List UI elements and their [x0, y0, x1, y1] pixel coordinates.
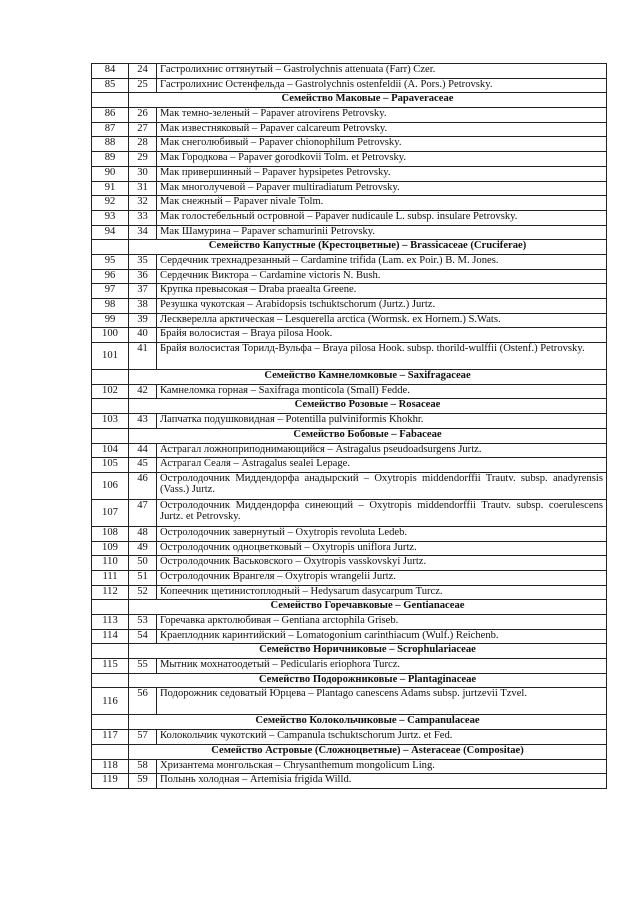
species-name: Остролодочник Васьковского – Oxytropis vasskovskyi Jurtz.	[157, 556, 607, 571]
family-index: 27	[129, 122, 157, 137]
row-number: 107	[92, 499, 129, 526]
species-row	[92, 688, 607, 715]
row-number: 102	[92, 384, 129, 399]
species-row	[92, 730, 607, 745]
row-number: 84	[92, 64, 129, 79]
family-row	[92, 715, 607, 730]
row-number: 98	[92, 299, 129, 314]
species-row	[92, 526, 607, 541]
species-row	[92, 443, 607, 458]
species-row	[92, 122, 607, 137]
species-table-body	[92, 64, 607, 789]
row-number: 99	[92, 313, 129, 328]
row-number: 112	[92, 585, 129, 600]
row-number: 96	[92, 269, 129, 284]
row-number: 114	[92, 629, 129, 644]
family-index: 43	[129, 414, 157, 429]
empty-cell	[92, 673, 129, 688]
row-number: 92	[92, 196, 129, 211]
family-row	[92, 370, 607, 385]
family-row	[92, 744, 607, 759]
family-index: 30	[129, 166, 157, 181]
species-name: Брайя волосистая Торилд-Вульфа – Braya pilosa Hook. subsp. thorild-wulffii (Ostenf.) Petrovsky.	[157, 343, 607, 370]
species-row	[92, 615, 607, 630]
family-index: 31	[129, 181, 157, 196]
species-row	[92, 64, 607, 79]
species-row	[92, 166, 607, 181]
species-name: Мытник мохнатоодетый – Pedicularis eriophora Turcz.	[157, 659, 607, 674]
species-row	[92, 585, 607, 600]
family-index: 49	[129, 541, 157, 556]
family-row	[92, 673, 607, 688]
row-number: 104	[92, 443, 129, 458]
family-index: 37	[129, 284, 157, 299]
species-row	[92, 254, 607, 269]
species-row	[92, 774, 607, 789]
family-index: 52	[129, 585, 157, 600]
empty-cell	[92, 644, 129, 659]
family-index: 25	[129, 78, 157, 93]
species-name: Лескверелла арктическая – Lesquerella arctica (Wormsk. ex Hornem.) S.Wats.	[157, 313, 607, 328]
species-name: Остролодочник завернутый – Oxytropis revoluta Ledeb.	[157, 526, 607, 541]
family-heading: Семейство Бобовые – Fabaceae	[129, 428, 607, 443]
species-name: Крaеплодник каринтийский – Lomatogonium carinthiacum (Wulf.) Reichenb.	[157, 629, 607, 644]
row-number: 90	[92, 166, 129, 181]
species-row	[92, 343, 607, 370]
row-number: 118	[92, 759, 129, 774]
species-name: Полынь холодная – Artemisia frigida Willd.	[157, 774, 607, 789]
empty-cell	[92, 600, 129, 615]
family-index: 50	[129, 556, 157, 571]
species-row	[92, 414, 607, 429]
species-row	[92, 629, 607, 644]
species-name: Мак Городкова – Papaver gorodkovii Tolm. et Petrovsky.	[157, 152, 607, 167]
family-index: 51	[129, 570, 157, 585]
species-row	[92, 458, 607, 473]
family-heading: Семейство Горечавковые – Gentianaceae	[129, 600, 607, 615]
species-row	[92, 152, 607, 167]
family-heading: Семейство Норичниковые – Scrophulariaceae	[129, 644, 607, 659]
species-name: Хризантема монгольская – Chrysanthemum mongolicum Ling.	[157, 759, 607, 774]
species-name: Мак известняковый – Papaver calcareum Petrovsky.	[157, 122, 607, 137]
species-name: Лапчатка подушковидная – Potentilla pulviniformis Khokhr.	[157, 414, 607, 429]
species-name: Гастролихнис оттянутый – Gastrolychnis attenuata (Farr) Czer.	[157, 64, 607, 79]
family-heading: Семейство Камнеломковые – Saxifragaceae	[129, 370, 607, 385]
species-row	[92, 556, 607, 571]
family-index: 38	[129, 299, 157, 314]
species-name: Мак многолучевой – Papaver multiradiatum Petrovsky.	[157, 181, 607, 196]
family-heading: Семейство Маковые – Papaveraceae	[129, 93, 607, 108]
row-number: 97	[92, 284, 129, 299]
row-number: 88	[92, 137, 129, 152]
family-index: 55	[129, 659, 157, 674]
empty-cell	[92, 93, 129, 108]
species-row	[92, 570, 607, 585]
row-number: 103	[92, 414, 129, 429]
family-index: 44	[129, 443, 157, 458]
family-heading: Семейство Астровые (Сложноцветные) – Asteraceae (Compositae)	[129, 744, 607, 759]
species-row	[92, 137, 607, 152]
species-name: Остролодочник Миддендорфа синеющий – Oxytropis middendorffii Trautv. subsp. coerulescens Jurtz. et Petrovsky.	[157, 499, 607, 526]
family-index: 58	[129, 759, 157, 774]
row-number: 87	[92, 122, 129, 137]
empty-cell	[92, 744, 129, 759]
row-number: 117	[92, 730, 129, 745]
species-row	[92, 269, 607, 284]
species-name: Колокольчик чукотский – Campanula tschuktschorum Jurtz. et Fed.	[157, 730, 607, 745]
family-index: 46	[129, 472, 157, 499]
row-number: 109	[92, 541, 129, 556]
family-index: 36	[129, 269, 157, 284]
family-index: 54	[129, 629, 157, 644]
family-index: 24	[129, 64, 157, 79]
empty-cell	[92, 399, 129, 414]
species-row	[92, 108, 607, 123]
species-row	[92, 472, 607, 499]
family-row	[92, 644, 607, 659]
species-name: Астрагал ложноприподнимающийся – Astragalus pseudoadsurgens Jurtz.	[157, 443, 607, 458]
species-row	[92, 225, 607, 240]
species-row	[92, 541, 607, 556]
species-row	[92, 313, 607, 328]
species-row	[92, 384, 607, 399]
species-name: Подорожник седоватый Юрцева – Plantago canescens Adams subsp. jurtzevii Tzvel.	[157, 688, 607, 715]
species-name: Мак привершинный – Papaver hypsipetes Petrovsky.	[157, 166, 607, 181]
family-index: 56	[129, 688, 157, 715]
family-index: 45	[129, 458, 157, 473]
row-number: 89	[92, 152, 129, 167]
species-name: Сердечник трехнадрезанный – Cardamine trifida (Lam. ex Poir.) B. M. Jones.	[157, 254, 607, 269]
species-name: Копеечник щетинистоплодный – Hedysarum dasycarpum Turcz.	[157, 585, 607, 600]
family-index: 35	[129, 254, 157, 269]
family-index: 47	[129, 499, 157, 526]
family-row	[92, 399, 607, 414]
species-row	[92, 659, 607, 674]
family-index: 28	[129, 137, 157, 152]
row-number: 101	[92, 343, 129, 370]
species-row	[92, 196, 607, 211]
family-index: 42	[129, 384, 157, 399]
species-name: Брайя волосистая – Braya pilosa Hook.	[157, 328, 607, 343]
row-number: 105	[92, 458, 129, 473]
row-number: 108	[92, 526, 129, 541]
family-row	[92, 600, 607, 615]
empty-cell	[92, 715, 129, 730]
species-name: Остролодочник Миддендорфа анадырский – Oxytropis middendorffii Trautv. subsp. anadyrensis (Vass.) Jurtz.	[157, 472, 607, 499]
species-name: Мак снежный – Papaver nivale Tolm.	[157, 196, 607, 211]
row-number: 86	[92, 108, 129, 123]
row-number: 115	[92, 659, 129, 674]
family-index: 48	[129, 526, 157, 541]
family-index: 57	[129, 730, 157, 745]
family-heading: Семейство Колокольчиковые – Campanulaceae	[129, 715, 607, 730]
species-name: Камнеломка горная – Saxifraga monticola (Small) Fedde.	[157, 384, 607, 399]
empty-cell	[92, 370, 129, 385]
empty-cell	[92, 428, 129, 443]
species-row	[92, 499, 607, 526]
family-index: 34	[129, 225, 157, 240]
family-index: 53	[129, 615, 157, 630]
row-number: 113	[92, 615, 129, 630]
species-name: Мак темно-зеленый – Papaver atrovirens Petrovsky.	[157, 108, 607, 123]
species-name: Сердечник Виктора – Cardamine victoris N. Bush.	[157, 269, 607, 284]
species-row	[92, 299, 607, 314]
species-name: Мак Шамурина – Papaver schamurinii Petrovsky.	[157, 225, 607, 240]
row-number: 119	[92, 774, 129, 789]
species-table	[91, 63, 607, 789]
species-name: Мак снеголюбивый – Papaver chionophilum Petrovsky.	[157, 137, 607, 152]
species-row	[92, 759, 607, 774]
family-heading: Семейство Капустные (Крестоцветные) – Brassicaceae (Cruciferae)	[129, 240, 607, 255]
species-name: Мак голостебельный островной – Papaver nudicaule L. subsp. insulare Petrovsky.	[157, 210, 607, 225]
row-number: 106	[92, 472, 129, 499]
row-number: 85	[92, 78, 129, 93]
species-name: Крупка превысокая – Draba praealta Greene.	[157, 284, 607, 299]
species-name: Остролодочник одноцветковый – Oxytropis uniflora Jurtz.	[157, 541, 607, 556]
row-number: 95	[92, 254, 129, 269]
family-index: 40	[129, 328, 157, 343]
family-index: 26	[129, 108, 157, 123]
family-row	[92, 93, 607, 108]
family-heading: Семейство Розовые – Rosaceae	[129, 399, 607, 414]
species-row	[92, 181, 607, 196]
row-number: 100	[92, 328, 129, 343]
family-index: 41	[129, 343, 157, 370]
family-row	[92, 428, 607, 443]
species-row	[92, 284, 607, 299]
family-index: 32	[129, 196, 157, 211]
species-name: Гастролихнис Остенфельда – Gastrolychnis ostenfeldii (A. Pors.) Petrovsky.	[157, 78, 607, 93]
species-name: Резушка чукотская – Arabidopsis tschuktschorum (Jurtz.) Jurtz.	[157, 299, 607, 314]
row-number: 93	[92, 210, 129, 225]
family-index: 59	[129, 774, 157, 789]
species-name: Горечавка арктолюбивая – Gentiana arctophila Griseb.	[157, 615, 607, 630]
species-row	[92, 328, 607, 343]
species-name: Остролодочник Врангеля – Oxytropis wrangelii Jurtz.	[157, 570, 607, 585]
family-index: 33	[129, 210, 157, 225]
row-number: 91	[92, 181, 129, 196]
empty-cell	[92, 240, 129, 255]
family-heading: Семейство Подорожниковые – Plantaginaceae	[129, 673, 607, 688]
row-number: 110	[92, 556, 129, 571]
species-row	[92, 210, 607, 225]
species-row	[92, 78, 607, 93]
row-number: 111	[92, 570, 129, 585]
species-name: Астрагал Сеаля – Astragalus sealei Lepage.	[157, 458, 607, 473]
row-number: 94	[92, 225, 129, 240]
family-index: 39	[129, 313, 157, 328]
family-row	[92, 240, 607, 255]
family-index: 29	[129, 152, 157, 167]
row-number: 116	[92, 688, 129, 715]
